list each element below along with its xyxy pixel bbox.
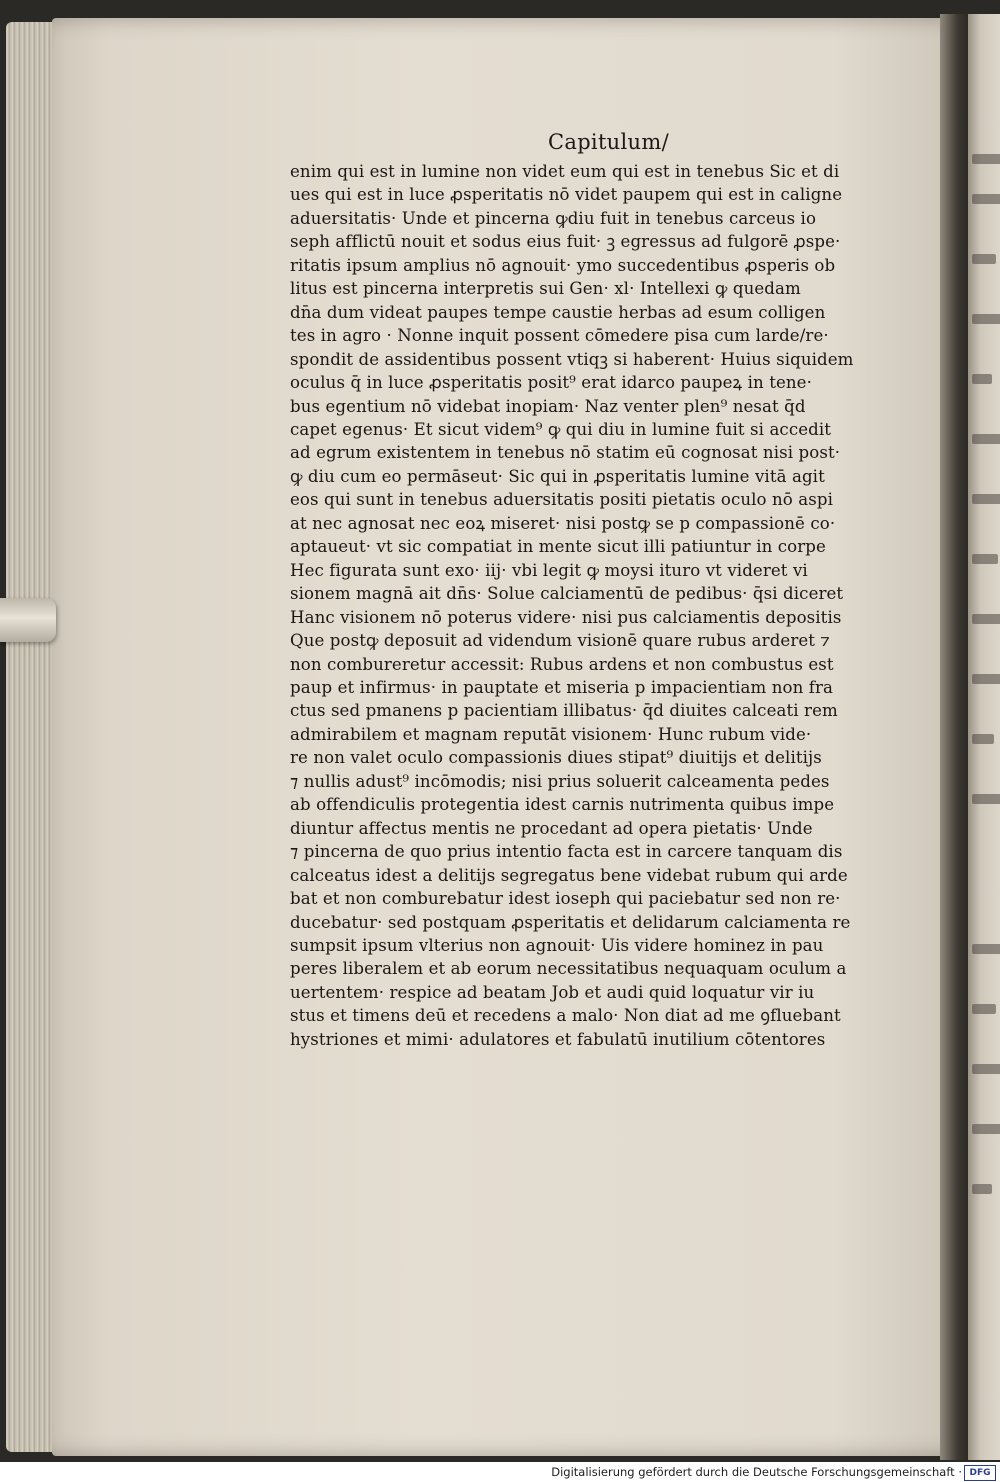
book-clip-tab	[0, 598, 56, 642]
dfg-credit-text: Digitalisierung gefördert durch die Deutsche Forschungsgemeinschaft ·	[551, 1465, 962, 1479]
text-line: ad egrum existentem in tenebus nō statim eū cognosat nisi post·	[290, 443, 841, 463]
text-line: tes in agro · Nonne inquit possent cōmedere pisa cum larde/re·	[290, 326, 829, 346]
chapter-heading: Capitulum/	[548, 130, 669, 154]
text-line: seph afflictū nouit et sodus eius fuit· ꝫ egressus ad fulgorē ꝓspe·	[290, 232, 841, 252]
text-line: Hanc visionem nō poterus videre· nisi pus calciamentis depositis	[290, 607, 842, 627]
text-line: admirabilem et magnam reputāt visionem· Hunc rubum vide·	[290, 724, 812, 744]
recto-page-edge	[968, 14, 1000, 1460]
text-line: ꝙ diu cum eo permāseut· Sic qui in ꝓsperitatis lumine vitā agit	[290, 466, 825, 486]
text-line: peres liberalem et ab eorum necessitatibus nequaquam oculum a	[290, 959, 847, 979]
text-line: non combureretur accessit: Rubus ardens et non combustus est	[290, 654, 834, 674]
text-line: calceatus idest a delitijs segregatus bene videbat rubum qui arde	[290, 865, 848, 885]
text-line: sumpsit ipsum vlterius non agnouit· Uis videre hominez in pau	[290, 935, 824, 955]
text-line: ues qui est in luce ꝓsperitatis nō videt paupem qui est in caligne	[290, 185, 843, 205]
text-line: Que postꝙ deposuit ad videndum visionē quare rubus arderet ⁊	[290, 631, 831, 651]
text-line: ⁊ pincerna de quo prius intentio facta est in carcere tanquam dis	[290, 842, 843, 862]
incunabula-text-block	[290, 160, 910, 1051]
book-gutter	[940, 14, 970, 1460]
text-line: Hec figurata sunt exo· iij· vbi legit ꝙ moysi ituro vt videret vi	[290, 560, 808, 580]
text-line: stus et timens deū et recedens a malo· Non diat ad me ꝯfluebant	[290, 1006, 841, 1026]
text-line: enim qui est in lumine non videt eum qui est in tenebus Sic et di	[290, 162, 840, 181]
text-line: bus egentium nō videbat inopiam· Naz venter plen⁹ nesat q̄d	[290, 396, 806, 416]
dfg-logo: DFG	[964, 1465, 996, 1481]
text-line: oculus q̄ in luce ꝓsperitatis posit⁹ erat idarco paupeꝝ in tene·	[290, 373, 812, 393]
text-line: dn̄a dum videat paupes tempe caustie herbas ad esum colligen	[290, 302, 826, 322]
text-line: litus est pincerna interpretis sui Gen· xl· Intellexi ꝙ quedam	[290, 279, 801, 299]
text-line: bat et non comburebatur idest ioseph qui paciebatur sed non re·	[290, 889, 841, 909]
text-line: re non valet oculo compassionis diues stipat⁹ diuitijs et delitijs	[290, 748, 822, 768]
text-line: capet egenus· Et sicut videm⁹ ꝙ qui diu in lumine fuit si accedit	[290, 419, 832, 439]
text-line: hystriones et mimi· adulatores et fabulatū inutilium cōtentores	[290, 1029, 826, 1049]
text-line: eos qui sunt in tenebus aduersitatis positi pietatis oculo nō aspi	[290, 490, 833, 510]
text-line: ritatis ipsum amplius nō agnouit· ymo succedentibus ꝓsperis ob	[290, 255, 836, 275]
text-line: ctus sed pmanens p pacientiam illibatus· q̄d diuites calceati rem	[290, 701, 838, 721]
text-line: at nec agnosat nec eoꝝ miseret· nisi postꝙ se p compassionē co·	[290, 513, 836, 533]
text-line: ⁊ nullis adust⁹ incōmodis; nisi prius soluerit calceamenta pedes	[290, 771, 830, 791]
text-line: spondit de assidentibus possent vtiqꝫ si haberent· Huius siquidem	[290, 349, 854, 369]
text-line: ab offendiculis protegentia idest carnis nutrimenta quibus impe	[290, 795, 835, 815]
text-line: diuntur affectus mentis ne procedant ad opera pietatis· Unde	[290, 818, 813, 838]
text-line: paup et infirmus· in pauptate et miseria p impacientiam non fra	[290, 677, 834, 697]
text-line: aptaueut· vt sic compatiat in mente sicut illi patiuntur in corpe	[290, 537, 826, 557]
text-line: ducebatur· sed postquam ꝓsperitatis et delidarum calciamenta re	[290, 912, 851, 932]
text-line: aduersitatis· Unde et pincerna ꝙdiu fuit in tenebus carceus io	[290, 208, 817, 228]
text-line: sionem magnā ait dn̄s· Solue calciamentū de pedibus· q̄si diceret	[290, 584, 844, 604]
digitization-footer	[0, 1462, 1000, 1482]
text-line: uertentem· respice ad beatam Job et audi quid loquatur vir iu	[290, 982, 815, 1002]
